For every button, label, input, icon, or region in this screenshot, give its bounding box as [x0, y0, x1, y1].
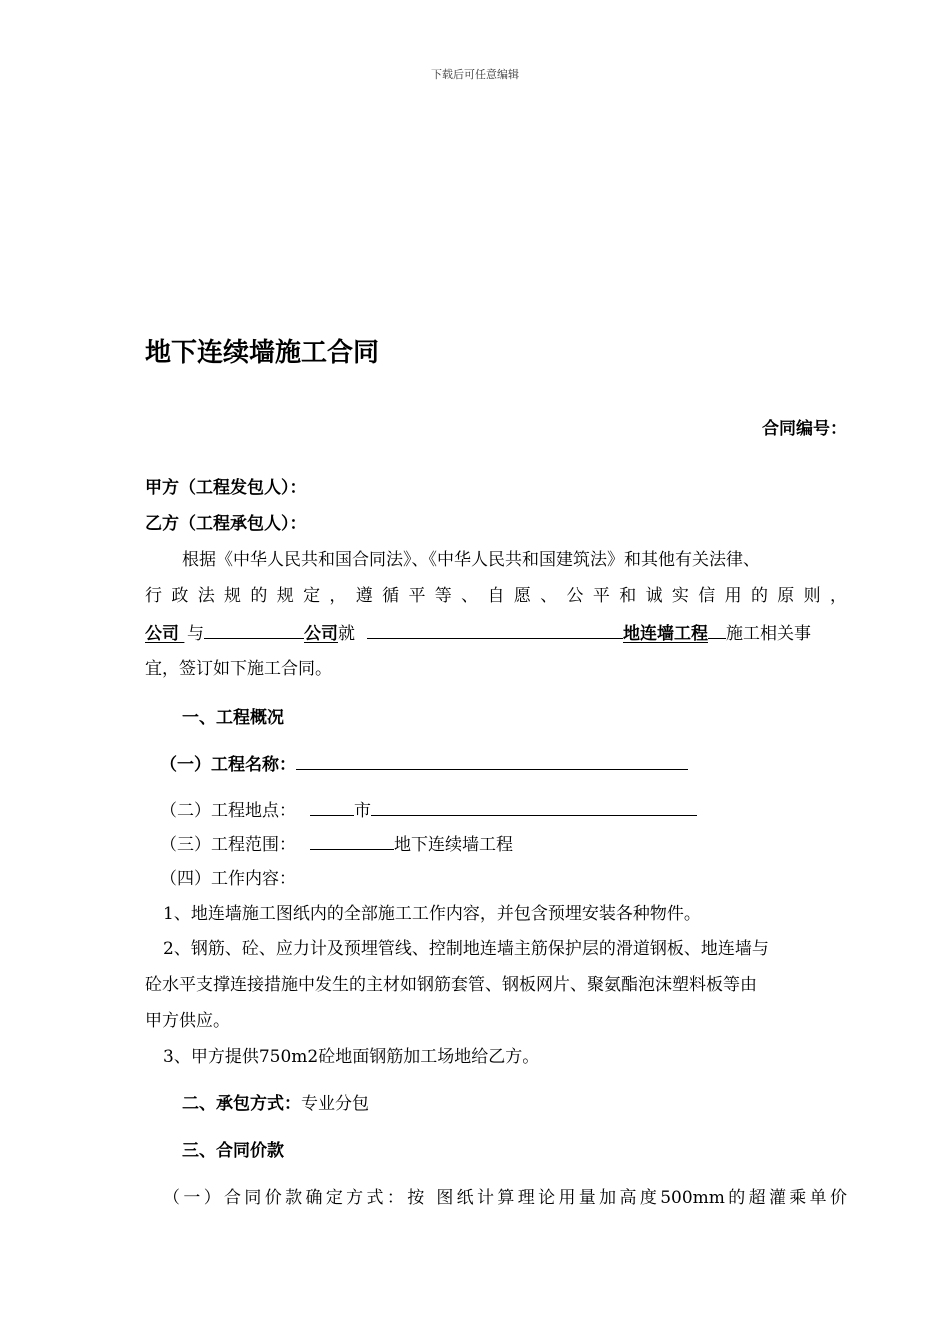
intro-line-3 [145, 618, 811, 644]
party-b-label: 乙方（工程承包人）： [145, 514, 307, 534]
work-content-label: （四）工作内容： [160, 869, 296, 889]
company-b-blank [204, 618, 304, 639]
price-method-line: （一）合同价款确定方式：按 图纸计算理论用量加高度500mm的超灌乘单价 [163, 1188, 847, 1208]
contract-method-value: 专业分包 [301, 1094, 369, 1114]
work-content-2-line-2: 砼水平支撑连接措施中发生的主材如钢筋套管、钢板网片、聚氨酯泡沫塑料板等由 [145, 975, 757, 995]
company-a: 公司 [145, 624, 179, 644]
city-blank [310, 795, 354, 816]
with-text: 与 [187, 624, 204, 644]
company-b: 公司 [304, 624, 338, 644]
intro-line-2: 行政法规的规定，遵循平等、自愿、公平和诚实信用的原则， [145, 586, 847, 606]
project-location-label: （二）工程地点： [160, 801, 296, 821]
project-scope-row [160, 829, 513, 855]
city-text: 市 [354, 801, 371, 821]
work-content-3: 3、甲方提供750m2砼地面钢筋加工场地给乙方。 [163, 1047, 540, 1067]
project-scope-value: 地下连续墙工程 [394, 835, 513, 855]
project-location-row [160, 795, 697, 821]
work-content-2-line-3: 甲方供应。 [145, 1011, 230, 1031]
project-name-label: （一）工程名称： [160, 755, 296, 775]
location-blank [371, 795, 697, 816]
section-2-row [182, 1089, 369, 1114]
intro-line-4: 宜，签订如下施工合同。 [145, 659, 332, 679]
work-content-1: 1、地连墙施工图纸内的全部施工工作内容，并包含预埋安装各种物件。 [163, 904, 701, 924]
header-note: 下载后可任意编辑 [431, 68, 519, 81]
project-blank [367, 618, 623, 639]
scope-blank [310, 829, 394, 850]
section-3-heading: 三、合同价款 [182, 1141, 284, 1161]
work-content-2-line-1: 2、钢筋、砼、应力计及预埋管线、控制地连墙主筋保护层的滑道钢板、地连墙与 [163, 939, 769, 959]
project-name: 地连墙工程 [623, 624, 708, 644]
document-title: 地下连续墙施工合同 [145, 338, 380, 368]
intro-line-1: 根据《中华人民共和国合同法》、《中华人民共和国建筑法》和其他有关法律、 [182, 550, 760, 570]
section-2-heading: 二、承包方式： [182, 1094, 301, 1114]
project-name-blank [296, 749, 688, 770]
contract-number-label: 合同编号： [762, 419, 847, 439]
section-1-heading: 一、工程概况 [182, 708, 284, 728]
intro-suffix: 施工相关事 [726, 624, 811, 644]
project-name-row [160, 749, 688, 775]
jiu-text: 就 [338, 624, 355, 644]
project-scope-label: （三）工程范围： [160, 835, 296, 855]
party-a-label: 甲方（工程发包人）： [145, 478, 307, 498]
